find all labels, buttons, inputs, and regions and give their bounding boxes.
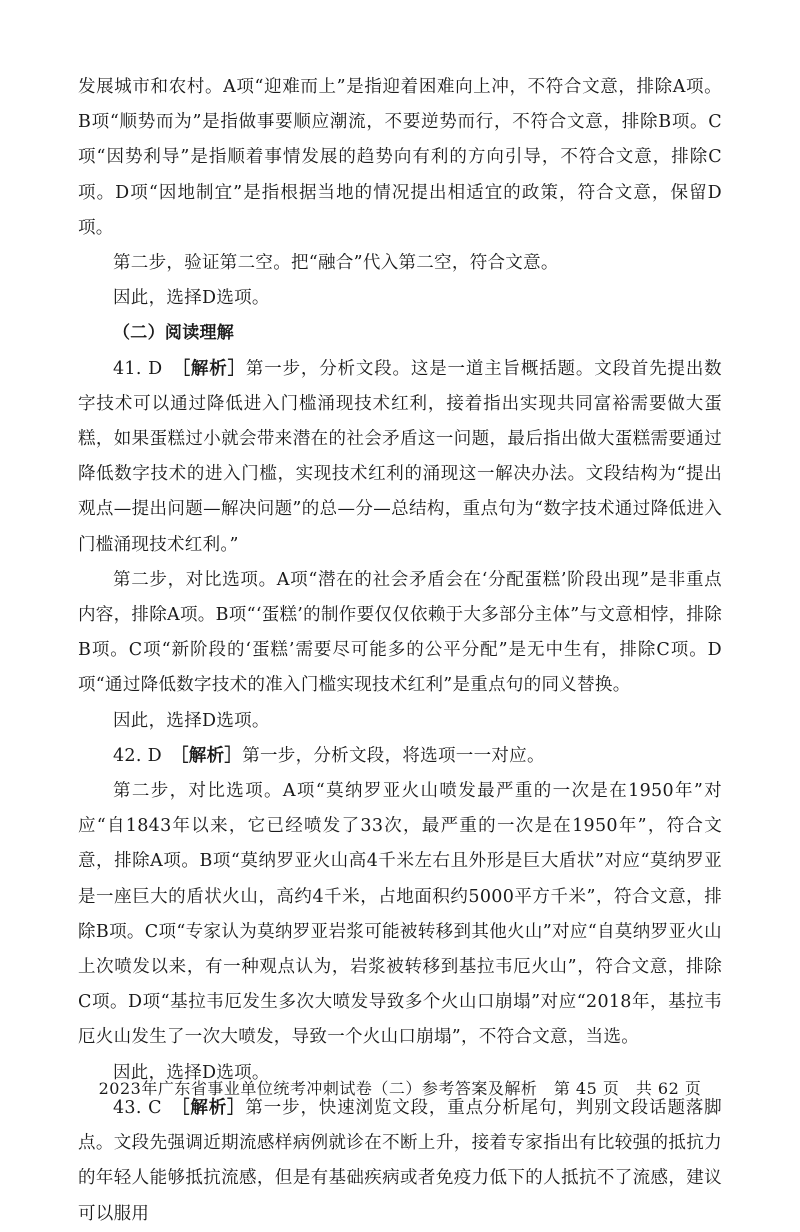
answer-explanation-body (78, 70, 722, 1232)
answer-42-step-two: 第二步，对比选项。A项“莫纳罗亚火山喷发最严重的一次是在1950年”对应“自1843年以来，它已经喷发了33次，最严重的一次是在1950年”，符合文意，排除A项。B项“莫纳罗亚火山高4千米左右且外形是巨大盾状”对应“莫纳罗亚是一座巨大的盾状火山，高约4千米，占地面积约5000平方千米”，符合文意，排除B项。C项“专家认为莫纳罗亚岩浆可能被转移到其他火山”对应“自莫纳罗亚火山上次喷发以来，有一种观点认为，岩浆被转移到基拉韦厄火山”，符合文意，排除C项。D项“基拉韦厄发生多次大喷发导致多个火山口崩塌”对应“2018年，基拉韦厄火山发生了一次大喷发，导致一个火山口崩塌”，不符合文意，当选。 (78, 781, 722, 1048)
analysis-label-41: ［解析］ (181, 358, 246, 379)
analysis-text-41: 第一步，分析文段。这是一道主旨概括题。文段首先提出数字技术可以通过降低进入门槛涌现技术红利，接着指出实现共同富裕需要做大蛋糕，如果蛋糕过小就会带来潜在的社会矛盾这一问题，最后指出做大蛋糕需要通过降低数字技术的进入门槛，实现技术红利的涌现这一解决办法。文段结构为“提出观点—提出问题—解决问题”的总—分—总结构，重点句为“数字技术通过降低进入门槛涌现技术红利。” (78, 358, 722, 555)
answer-43 (78, 1091, 722, 1232)
section-heading-reading: （二）阅读理解 (113, 323, 235, 344)
page-footer: 2023年广东省事业单位统考冲刺试卷（二）参考答案及解析 第 45 页 共 62 页 (98, 1079, 702, 1098)
answer-42-conclusion: 因此，选择D选项。 (113, 1062, 270, 1083)
question-number-43: 43. C (113, 1097, 181, 1118)
paragraph-conclusion: 因此，选择D选项。 (113, 288, 270, 309)
answer-41 (78, 352, 722, 563)
analysis-text-43: 第一步，快速浏览文段，重点分析尾句，判别文段话题落脚点。文段先强调近期流感样病例就诊在不断上升，接着专家指出有比较强的抵抗力的年轻人能够抵抗流感，但是有基础疾病或者免疫力低下的人抵抗不了流感，建议可以服用 (78, 1097, 722, 1224)
analysis-text-42: 第一步，分析文段，将选项一一对应。 (242, 745, 545, 766)
analysis-label-43: ［解析］ (180, 1097, 246, 1118)
question-number-42: 42. D (113, 745, 180, 766)
answer-42 (78, 739, 722, 774)
paragraph-step-two-verify: 第二步，验证第二空。把“融合”代入第二空，符合文意。 (113, 253, 559, 274)
paragraph-continuation: 发展城市和农村。A项“迎难而上”是指迎着困难向上冲，不符合文意，排除A项。B项“顺势而为”是指做事要顺应潮流，不要逆势而行，不符合文意，排除B项。C项“因势利导”是指顺着事情发展的趋势向有利的方向引导，不符合文意，排除C项。D项“因地制宜”是指根据当地的情况提出相适宜的政策，符合文意，保留D项。 (78, 77, 722, 238)
answer-41-conclusion: 因此，选择D选项。 (113, 710, 270, 731)
analysis-label-42: ［解析］ (179, 745, 243, 766)
answer-41-step-two: 第二步，对比选项。A项“潜在的社会矛盾会在‘分配蛋糕’阶段出现”是非重点内容，排除A项。B项“‘蛋糕’的制作要仅仅依赖于大多部分主体”与文意相悖，排除B项。C项“新阶段的‘蛋糕’需要尽可能多的公平分配”是无中生有，排除C项。D项“通过降低数字技术的准入门槛实现技术红利”是重点句的同义替换。 (78, 569, 722, 696)
question-number-41: 41. D (113, 358, 182, 379)
